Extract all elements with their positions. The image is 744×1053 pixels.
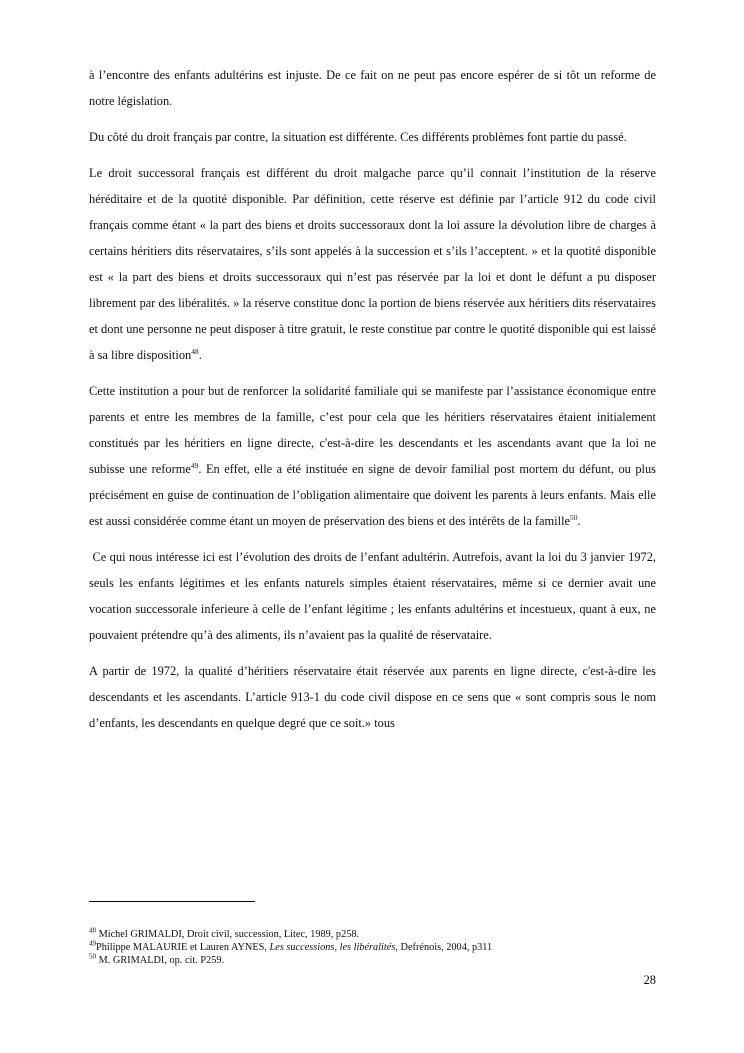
paragraph-2: Du côté du droit français par contre, la situation est différente. Ces différents problèmes font partie du passé.: [89, 130, 627, 144]
paragraph-4: [89, 378, 656, 534]
paragraph-3-text: Le droit successoral français est différent du droit malgache parce qu’il connait l’institution de la réserve héréditaire et de la quotité disponible. Par définition, cette réserve est définie par l’article 912 du code civil français comme étant « la part des biens et droits successoraux dont la loi assure la dévolution libre de charges à certains héritiers dits réservataires, s’ils sont appelés à la succession et s’ils l’acceptent. » et la quotité disponible est « la part des biens et droits successoraux qui n’est pas réservée par la loi et dont le défunt a pu disposer librement par des libéralités. » la réserve constitue donc la portion de biens réservée aux héritiers dits réservataires et dont une personne ne peut disposer à titre gratuit, le reste constitue par contre le quotité disponible qui est laissé à sa libre disposition: [89, 166, 656, 362]
paragraph-1: à l’encontre des enfants adultérins est injuste. De ce fait on ne peut pas encore espérer de si tôt un reforme de notre législation.: [89, 68, 656, 108]
paragraph-5: Ce qui nous intéresse ici est l’évolution des droits de l’enfant adultérin. Autrefois, avant la loi du 3 janvier 1972, seuls les enfants légitimes et les enfants naturels simples étaient réservataires, même si ce dernier avait une vocation successorale inferieure à celle de l’enfant légitime ; les enfants adultérins et incestueux, quant à eux, ne pouvaient prétendre qu’à des aliments, ils n’avaient pas la qualité de réservataire.: [89, 550, 660, 642]
footnote-ref-50: 50: [570, 512, 578, 522]
footnote-49: [89, 941, 656, 954]
footnote-book-title: Les successions, les libéralités: [269, 942, 396, 953]
footnote-number: 50: [89, 952, 96, 961]
footnote-48: [89, 928, 656, 941]
footnote-text: Michel GRIMALDI, Droit civil, succession, Litec, 1989, p258.: [96, 929, 360, 940]
paragraph-4-text-a: Cette institution a pour but de renforcer la solidarité familiale qui se manifeste par l’assistance économique entre parents et entre les membres de la famille, c’est pour cela que les héritiers réservataires étaient initialement constitués par les héritiers en ligne directe, c'est-à-dire les descendants et les ascendants avant que la loi ne subisse une reforme: [89, 384, 656, 476]
paragraph-3-end: .: [198, 348, 202, 362]
footnote-separator: [89, 901, 255, 902]
paragraph-4-text-b: . En effet, elle a été instituée en signe de devoir familial post mortem du défunt, ou plus précisément en guise de continuation de l’obligation alimentaire que doivent les parents à leurs enfants. Mais elle est aussi considérée comme étant un moyen de préservation des biens et des intérêts de la famille: [89, 462, 656, 528]
paragraph-4-end: .: [577, 514, 581, 528]
footnotes: [89, 928, 656, 967]
paragraph-6: A partir de 1972, la qualité d’héritiers réservataire était réservée aux parents en ligne directe, c'est-à-dire les descendants et les ascendants. L’article 913-1 du code civil dispose en ce sens que « sont compris sous le nom d’enfants, les descendants en quelque degré que ce soit.» tous: [89, 664, 656, 730]
body-text: [89, 62, 660, 746]
footnote-50: [89, 954, 656, 967]
page-number: 28: [643, 973, 656, 987]
footnote-ref-48: 48: [191, 346, 199, 356]
footnote-ref-49: 49: [190, 460, 199, 470]
footnote-number: 49: [89, 939, 96, 948]
footnote-number: 48: [89, 926, 96, 935]
paragraph-3: [89, 160, 656, 368]
footnote-text: Philippe MALAURIE et Lauren AYNES,: [96, 942, 270, 953]
footnote-text: M. GRIMALDI, op. cit. P259.: [96, 955, 225, 966]
footnote-text-tail: , Defrénois, 2004, p311: [395, 942, 493, 953]
